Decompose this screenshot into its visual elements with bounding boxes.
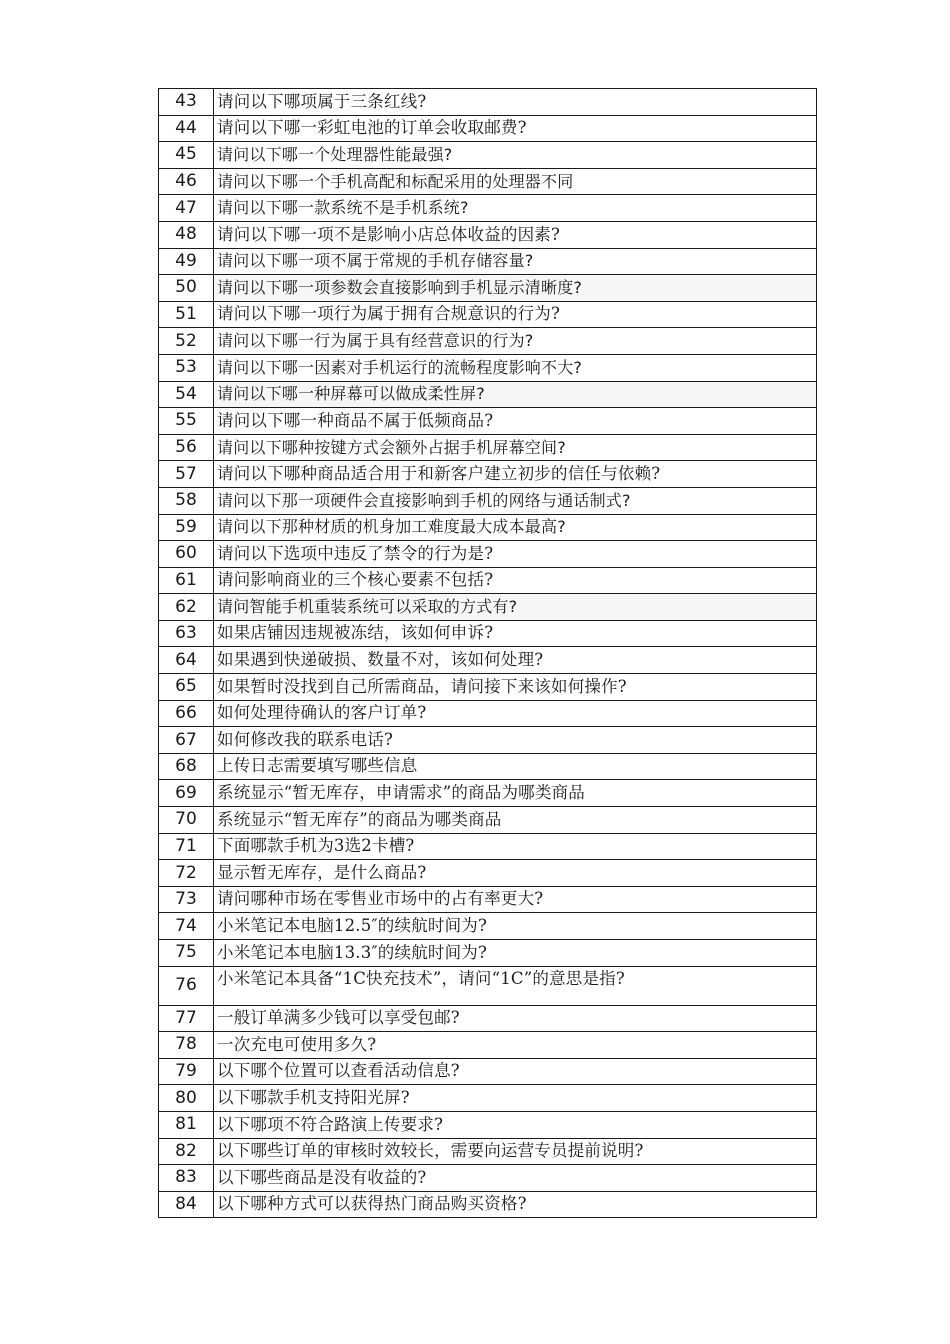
table-row: [159, 886, 817, 913]
table-row: [159, 913, 817, 940]
row-number: 57: [159, 461, 214, 488]
question-text: 如何处理待确认的客户订单?: [214, 700, 817, 727]
table-row: [159, 647, 817, 674]
table-row: [159, 1005, 817, 1032]
table-row: [159, 753, 817, 780]
row-number: 76: [159, 966, 214, 1005]
table-row: [159, 1058, 817, 1085]
question-text: 请问以下哪一项不是影响小店总体收益的因素?: [214, 221, 817, 248]
row-number: 77: [159, 1005, 214, 1032]
table-row: [159, 620, 817, 647]
row-number: 62: [159, 594, 214, 621]
table-row: [159, 328, 817, 355]
question-text: 上传日志需要填写哪些信息: [214, 753, 817, 780]
table-row: [159, 833, 817, 860]
table-row: [159, 221, 817, 248]
table-row: [159, 301, 817, 328]
question-text: 小米笔记本电脑12.5″的续航时间为?: [214, 913, 817, 940]
row-number: 64: [159, 647, 214, 674]
question-text: 请问以下哪一项行为属于拥有合规意识的行为?: [214, 301, 817, 328]
table-row: [159, 354, 817, 381]
table-row: [159, 514, 817, 541]
table-row: [159, 780, 817, 807]
question-text: 请问以下选项中违反了禁令的行为是?: [214, 541, 817, 568]
table-row: [159, 275, 817, 302]
question-text: 以下哪项不符合路演上传要求?: [214, 1111, 817, 1138]
table-row: [159, 487, 817, 514]
row-number: 50: [159, 275, 214, 302]
row-number: 56: [159, 434, 214, 461]
table-row: [159, 674, 817, 701]
table-row: [159, 1165, 817, 1192]
row-number: 78: [159, 1032, 214, 1059]
question-text: 请问以下哪一个手机高配和标配采用的处理器不同: [214, 168, 817, 195]
row-number: 60: [159, 541, 214, 568]
question-text: 一次充电可使用多久?: [214, 1032, 817, 1059]
table-row: [159, 115, 817, 142]
question-text: 系统显示“暂无库存”的商品为哪类商品: [214, 807, 817, 834]
row-number: 48: [159, 221, 214, 248]
question-text: 请问以下哪一款系统不是手机系统?: [214, 195, 817, 222]
question-text: 如何修改我的联系电话?: [214, 727, 817, 754]
row-number: 83: [159, 1165, 214, 1192]
table-row: [159, 1032, 817, 1059]
row-number: 82: [159, 1138, 214, 1165]
row-number: 55: [159, 408, 214, 435]
question-text: 请问以下哪一因素对手机运行的流畅程度影响不大?: [214, 354, 817, 381]
table-row: [159, 434, 817, 461]
row-number: 58: [159, 487, 214, 514]
question-text: 一般订单满多少钱可以享受包邮?: [214, 1005, 817, 1032]
question-text: 以下哪些订单的审核时效较长，需要向运营专员提前说明?: [214, 1138, 817, 1165]
table-row: [159, 461, 817, 488]
question-text: 请问以下那种材质的机身加工难度最大成本最高?: [214, 514, 817, 541]
table-row: [159, 195, 817, 222]
row-number: 52: [159, 328, 214, 355]
question-text: 请问以下哪一行为属于具有经营意识的行为?: [214, 328, 817, 355]
question-text: 请问智能手机重装系统可以采取的方式有?: [214, 594, 817, 621]
row-number: 65: [159, 674, 214, 701]
table-row: [159, 142, 817, 169]
table-row: [159, 1085, 817, 1112]
question-text: 以下哪个位置可以查看活动信息?: [214, 1058, 817, 1085]
row-number: 69: [159, 780, 214, 807]
question-text: 下面哪款手机为3选2卡槽?: [214, 833, 817, 860]
question-text: 请问以下哪种商品适合用于和新客户建立初步的信任与依赖?: [214, 461, 817, 488]
table-row: [159, 700, 817, 727]
row-number: 46: [159, 168, 214, 195]
row-number: 74: [159, 913, 214, 940]
table-row: [159, 727, 817, 754]
row-number: 44: [159, 115, 214, 142]
question-text: 显示暂无库存，是什么商品?: [214, 860, 817, 887]
row-number: 43: [159, 89, 214, 116]
row-number: 54: [159, 381, 214, 408]
table-row: [159, 940, 817, 967]
table-row: [159, 248, 817, 275]
table-row: [159, 966, 817, 1005]
table-row: [159, 1138, 817, 1165]
question-text: 请问以下哪一彩虹电池的订单会收取邮费?: [214, 115, 817, 142]
question-text: 请问以下哪一种商品不属于低频商品?: [214, 408, 817, 435]
row-number: 49: [159, 248, 214, 275]
row-number: 80: [159, 1085, 214, 1112]
table-row: [159, 1191, 817, 1218]
question-text: 请问以下哪一项参数会直接影响到手机显示清晰度?: [214, 275, 817, 302]
row-number: 68: [159, 753, 214, 780]
row-number: 75: [159, 940, 214, 967]
table-row: [159, 807, 817, 834]
question-text: 以下哪款手机支持阳光屏?: [214, 1085, 817, 1112]
question-text: 请问哪种市场在零售业市场中的占有率更大?: [214, 886, 817, 913]
table-row: [159, 567, 817, 594]
table-row: [159, 541, 817, 568]
question-text: 如果店铺因违规被冻结，该如何申诉?: [214, 620, 817, 647]
question-table: [158, 88, 817, 1218]
row-number: 81: [159, 1111, 214, 1138]
row-number: 67: [159, 727, 214, 754]
row-number: 84: [159, 1191, 214, 1218]
question-text: 请问以下哪项属于三条红线?: [214, 89, 817, 116]
row-number: 63: [159, 620, 214, 647]
row-number: 73: [159, 886, 214, 913]
table-row: [159, 594, 817, 621]
table-row: [159, 860, 817, 887]
question-text: 如果遇到快递破损、数量不对，该如何处理?: [214, 647, 817, 674]
question-text: 以下哪种方式可以获得热门商品购买资格?: [214, 1191, 817, 1218]
question-text: 请问影响商业的三个核心要素不包括?: [214, 567, 817, 594]
question-text: 小米笔记本具备“1C快充技术”，请问“1C”的意思是指?: [214, 966, 817, 1005]
row-number: 51: [159, 301, 214, 328]
question-text: 请问以下哪种按键方式会额外占据手机屏幕空间?: [214, 434, 817, 461]
row-number: 45: [159, 142, 214, 169]
question-text: 请问以下那一项硬件会直接影响到手机的网络与通话制式?: [214, 487, 817, 514]
question-text: 请问以下哪一种屏幕可以做成柔性屏?: [214, 381, 817, 408]
question-text: 小米笔记本电脑13.3″的续航时间为?: [214, 940, 817, 967]
row-number: 47: [159, 195, 214, 222]
row-number: 66: [159, 700, 214, 727]
table-row: [159, 168, 817, 195]
row-number: 61: [159, 567, 214, 594]
table-row: [159, 381, 817, 408]
question-text: 请问以下哪一项不属于常规的手机存储容量?: [214, 248, 817, 275]
row-number: 70: [159, 807, 214, 834]
question-table-body: [159, 89, 817, 1218]
row-number: 71: [159, 833, 214, 860]
row-number: 79: [159, 1058, 214, 1085]
table-row: [159, 1111, 817, 1138]
row-number: 72: [159, 860, 214, 887]
table-row: [159, 89, 817, 116]
row-number: 59: [159, 514, 214, 541]
question-text: 如果暂时没找到自己所需商品，请问接下来该如何操作?: [214, 674, 817, 701]
question-text: 以下哪些商品是没有收益的?: [214, 1165, 817, 1192]
question-text: 请问以下哪一个处理器性能最强?: [214, 142, 817, 169]
table-row: [159, 408, 817, 435]
question-text: 系统显示“暂无库存，申请需求”的商品为哪类商品: [214, 780, 817, 807]
row-number: 53: [159, 354, 214, 381]
